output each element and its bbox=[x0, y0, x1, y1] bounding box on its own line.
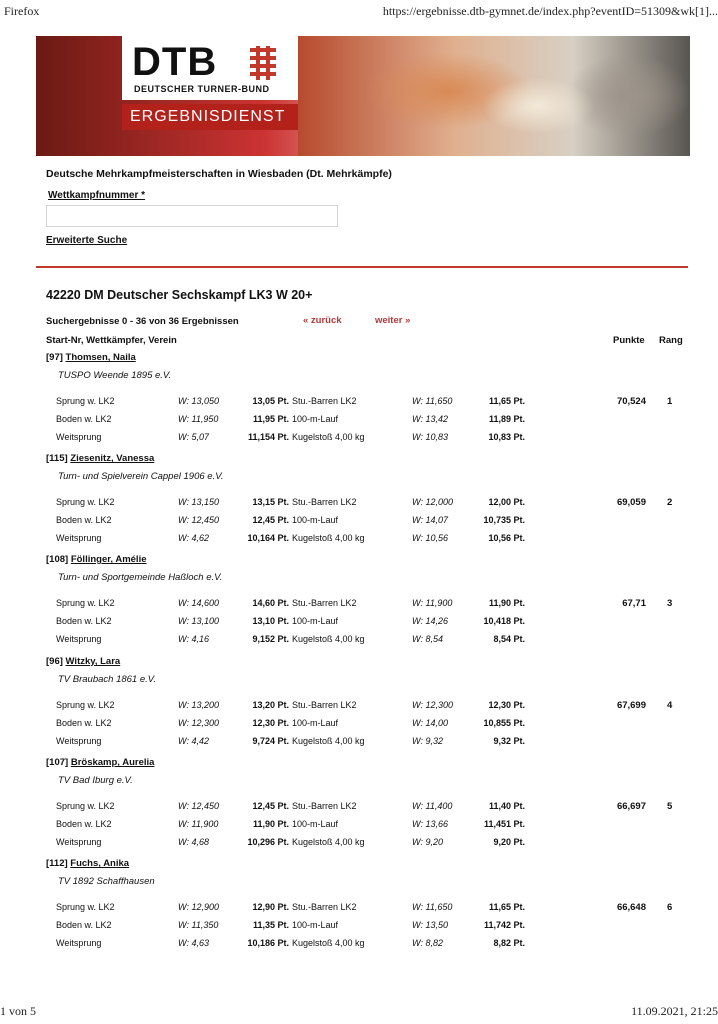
competition-title: 42220 DM Deutscher Sechskampf LK3 W 20+ bbox=[46, 288, 313, 302]
total-points: 67,71 bbox=[622, 598, 646, 609]
points-value: 11,90 Pt. bbox=[488, 598, 525, 608]
rank-value: 2 bbox=[667, 497, 673, 508]
discipline-label: Stu.-Barren LK2 bbox=[292, 598, 357, 608]
athlete-name-link[interactable]: Thomsen, Naila bbox=[65, 352, 136, 363]
discipline-label: Boden w. LK2 bbox=[56, 819, 112, 829]
back-link[interactable]: « zurück bbox=[303, 315, 342, 326]
points-value: 9,724 Pt. bbox=[252, 736, 289, 746]
score-row bbox=[0, 736, 718, 750]
discipline-label: Weitsprung bbox=[56, 837, 102, 847]
score-row bbox=[0, 414, 718, 428]
score-row bbox=[0, 432, 718, 446]
raw-value: W: 4,62 bbox=[178, 533, 210, 543]
raw-value: W: 4,68 bbox=[178, 837, 210, 847]
discipline-label: Sprung w. LK2 bbox=[56, 396, 115, 406]
points-value: 8,82 Pt. bbox=[493, 938, 525, 948]
raw-value: W: 11,900 bbox=[178, 819, 219, 829]
club-name: TV Braubach 1861 e.V. bbox=[58, 674, 157, 685]
score-row bbox=[0, 819, 718, 833]
total-points: 67,699 bbox=[616, 700, 646, 711]
discipline-label: 100-m-Lauf bbox=[292, 920, 339, 930]
score-row bbox=[0, 801, 718, 815]
discipline-label: 100-m-Lauf bbox=[292, 718, 339, 728]
points-value: 10,735 Pt. bbox=[483, 515, 525, 525]
discipline-label: Weitsprung bbox=[56, 634, 102, 644]
total-points: 69,059 bbox=[616, 497, 646, 508]
participant-column-header: Start-Nr, Wettkämpfer, Verein bbox=[46, 335, 177, 346]
points-value: 11,40 Pt. bbox=[488, 801, 525, 811]
club-name: TUSPO Weende 1895 e.V. bbox=[58, 370, 172, 381]
discipline-label: Sprung w. LK2 bbox=[56, 902, 115, 912]
competition-number-input[interactable] bbox=[46, 205, 338, 227]
discipline-label: Weitsprung bbox=[56, 533, 102, 543]
points-value: 10,418 Pt. bbox=[483, 616, 525, 626]
athlete-entry bbox=[0, 554, 718, 656]
points-value: 10,186 Pt. bbox=[247, 938, 289, 948]
total-points: 66,697 bbox=[616, 801, 646, 812]
athlete-name-link[interactable]: Bröskamp, Aurelia bbox=[70, 757, 155, 768]
discipline-label: Kugelstoß 4,00 kg bbox=[292, 736, 365, 746]
athlete-entry bbox=[0, 858, 718, 960]
points-value: 11,89 Pt. bbox=[488, 414, 525, 424]
raw-value: W: 12,450 bbox=[178, 801, 220, 811]
print-datetime: 11.09.2021, 21:25 bbox=[631, 1004, 718, 1018]
points-value: 13,15 Pt. bbox=[252, 497, 289, 507]
club-name: TV 1892 Schaffhausen bbox=[58, 876, 155, 887]
discipline-label: Sprung w. LK2 bbox=[56, 801, 115, 811]
points-value: 10,83 Pt. bbox=[488, 432, 525, 442]
raw-value: W: 12,900 bbox=[178, 902, 220, 912]
raw-value: W: 10,56 bbox=[412, 533, 449, 543]
points-value: 12,45 Pt. bbox=[252, 801, 289, 811]
start-number: [115] bbox=[46, 453, 68, 464]
total-points: 66,648 bbox=[616, 902, 646, 913]
rank-value: 1 bbox=[667, 396, 673, 407]
club-name: Turn- und Sportgemeinde Haßloch e.V. bbox=[58, 572, 223, 583]
discipline-label: Sprung w. LK2 bbox=[56, 598, 115, 608]
score-row bbox=[0, 598, 718, 612]
discipline-label: Kugelstoß 4,00 kg bbox=[292, 533, 365, 543]
raw-value: W: 11,350 bbox=[178, 920, 219, 930]
points-value: 11,742 Pt. bbox=[483, 920, 525, 930]
discipline-label: Boden w. LK2 bbox=[56, 414, 112, 424]
logo-subtitle: DEUTSCHER TURNER-BUND bbox=[134, 84, 270, 94]
total-points: 70,524 bbox=[616, 396, 646, 407]
club-name: Turn- und Spielverein Cappel 1906 e.V. bbox=[58, 471, 224, 482]
raw-value: W: 10,83 bbox=[412, 432, 449, 442]
discipline-label: Kugelstoß 4,00 kg bbox=[292, 432, 365, 442]
athlete-entry bbox=[0, 656, 718, 758]
score-row bbox=[0, 396, 718, 410]
raw-value: W: 13,050 bbox=[178, 396, 220, 406]
raw-value: W: 9,20 bbox=[412, 837, 444, 847]
next-link[interactable]: weiter » bbox=[375, 315, 411, 326]
score-row bbox=[0, 533, 718, 547]
raw-value: W: 12,000 bbox=[412, 497, 454, 507]
athlete-heading bbox=[46, 656, 120, 667]
discipline-label: 100-m-Lauf bbox=[292, 515, 339, 525]
athlete-heading bbox=[46, 757, 154, 768]
points-value: 9,152 Pt. bbox=[252, 634, 289, 644]
points-column-header: Punkte bbox=[613, 335, 645, 346]
raw-value: W: 14,00 bbox=[412, 718, 449, 728]
dtb-logo[interactable] bbox=[122, 36, 298, 100]
competition-number-label: Wettkampfnummer * bbox=[48, 190, 146, 201]
raw-value: W: 11,400 bbox=[412, 801, 453, 811]
points-value: 12,30 Pt. bbox=[252, 718, 289, 728]
discipline-label: Kugelstoß 4,00 kg bbox=[292, 938, 365, 948]
raw-value: W: 14,600 bbox=[178, 598, 220, 608]
points-value: 11,65 Pt. bbox=[488, 902, 525, 912]
score-row bbox=[0, 497, 718, 511]
raw-value: W: 11,650 bbox=[412, 396, 453, 406]
points-value: 11,154 Pt. bbox=[247, 432, 289, 442]
score-row bbox=[0, 634, 718, 648]
raw-value: W: 13,200 bbox=[178, 700, 220, 710]
discipline-label: Weitsprung bbox=[56, 736, 102, 746]
discipline-label: Kugelstoß 4,00 kg bbox=[292, 634, 365, 644]
raw-value: W: 13,150 bbox=[178, 497, 220, 507]
discipline-label: Boden w. LK2 bbox=[56, 616, 112, 626]
points-value: 9,32 Pt. bbox=[493, 736, 525, 746]
score-row bbox=[0, 920, 718, 934]
discipline-label: Kugelstoß 4,00 kg bbox=[292, 837, 365, 847]
raw-value: W: 5,07 bbox=[178, 432, 210, 442]
start-number: [97] bbox=[46, 352, 63, 363]
rank-value: 5 bbox=[667, 801, 673, 812]
start-number: [96] bbox=[46, 656, 63, 667]
athlete-heading bbox=[46, 453, 154, 464]
points-value: 11,95 Pt. bbox=[252, 414, 289, 424]
discipline-label: Boden w. LK2 bbox=[56, 718, 112, 728]
rank-column-header: Rang bbox=[659, 335, 683, 346]
raw-value: W: 12,300 bbox=[412, 700, 454, 710]
discipline-label: Sprung w. LK2 bbox=[56, 497, 115, 507]
raw-value: W: 13,66 bbox=[412, 819, 449, 829]
service-title: ERGEBNISDIENST bbox=[122, 104, 298, 130]
athlete-entry bbox=[0, 352, 718, 454]
score-row bbox=[0, 938, 718, 952]
athlete-entry bbox=[0, 453, 718, 555]
points-value: 10,296 Pt. bbox=[247, 837, 289, 847]
rank-value: 4 bbox=[667, 700, 673, 711]
dtb-emblem-icon bbox=[248, 46, 278, 80]
score-row bbox=[0, 718, 718, 732]
raw-value: W: 9,32 bbox=[412, 736, 444, 746]
discipline-label: Weitsprung bbox=[56, 938, 102, 948]
rank-value: 6 bbox=[667, 902, 673, 913]
gymnast-photo bbox=[298, 36, 690, 156]
score-row bbox=[0, 616, 718, 630]
discipline-label: 100-m-Lauf bbox=[292, 819, 339, 829]
discipline-label: Stu.-Barren LK2 bbox=[292, 497, 357, 507]
start-number: [108] bbox=[46, 554, 69, 565]
discipline-label: 100-m-Lauf bbox=[292, 414, 339, 424]
event-title: Deutsche Mehrkampfmeisterschaften in Wiesbaden (Dt. Mehrkämpfe) bbox=[46, 168, 392, 180]
points-value: 12,00 Pt. bbox=[488, 497, 525, 507]
raw-value: W: 12,300 bbox=[178, 718, 220, 728]
club-name: TV Bad Iburg e.V. bbox=[58, 775, 133, 786]
raw-value: W: 11,950 bbox=[178, 414, 219, 424]
points-value: 11,65 Pt. bbox=[488, 396, 525, 406]
points-value: 11,35 Pt. bbox=[252, 920, 289, 930]
points-value: 11,451 Pt. bbox=[483, 819, 525, 829]
points-value: 13,05 Pt. bbox=[252, 396, 289, 406]
print-footer bbox=[0, 1004, 718, 1020]
page-url: https://ergebnisse.dtb-gymnet.de/index.php?eventID=51309&wk[1]... bbox=[382, 4, 718, 18]
points-value: 12,90 Pt. bbox=[252, 902, 289, 912]
raw-value: W: 13,42 bbox=[412, 414, 449, 424]
athlete-name-link[interactable]: Witzky, Lara bbox=[65, 656, 121, 667]
discipline-label: Boden w. LK2 bbox=[56, 920, 112, 930]
raw-value: W: 8,82 bbox=[412, 938, 444, 948]
points-value: 11,90 Pt. bbox=[252, 819, 289, 829]
points-value: 9,20 Pt. bbox=[493, 837, 525, 847]
rank-value: 3 bbox=[667, 598, 673, 609]
score-row bbox=[0, 700, 718, 714]
athlete-entry bbox=[0, 757, 718, 859]
print-header bbox=[0, 4, 718, 20]
discipline-label: 100-m-Lauf bbox=[292, 616, 339, 626]
athlete-heading bbox=[46, 554, 147, 565]
score-row bbox=[0, 837, 718, 851]
discipline-label: Stu.-Barren LK2 bbox=[292, 396, 357, 406]
header-banner bbox=[36, 36, 690, 156]
score-row bbox=[0, 902, 718, 916]
raw-value: W: 12,450 bbox=[178, 515, 220, 525]
start-number: [112] bbox=[46, 858, 68, 869]
browser-name: Firefox bbox=[4, 4, 40, 18]
start-number: [107] bbox=[46, 757, 69, 768]
raw-value: W: 11,900 bbox=[412, 598, 453, 608]
result-summary: Suchergebnisse 0 - 36 von 36 Ergebnissen bbox=[46, 316, 239, 327]
advanced-search-link[interactable]: Erweiterte Suche bbox=[46, 235, 128, 246]
points-value: 10,855 Pt. bbox=[483, 718, 525, 728]
page-counter: 1 von 5 bbox=[0, 1004, 36, 1018]
athlete-name-link[interactable]: Fuchs, Anika bbox=[70, 858, 130, 869]
discipline-label: Boden w. LK2 bbox=[56, 515, 112, 525]
logo-text: DTB bbox=[132, 40, 218, 84]
raw-value: W: 4,42 bbox=[178, 736, 210, 746]
points-value: 10,56 Pt. bbox=[488, 533, 525, 543]
discipline-label: Stu.-Barren LK2 bbox=[292, 801, 357, 811]
athlete-heading bbox=[46, 858, 129, 869]
raw-value: W: 14,26 bbox=[412, 616, 449, 626]
raw-value: W: 14,07 bbox=[412, 515, 449, 525]
raw-value: W: 13,50 bbox=[412, 920, 449, 930]
points-value: 12,45 Pt. bbox=[252, 515, 289, 525]
raw-value: W: 4,16 bbox=[178, 634, 210, 644]
raw-value: W: 13,100 bbox=[178, 616, 220, 626]
points-value: 14,60 Pt. bbox=[252, 598, 289, 608]
athlete-name-link[interactable]: Ziesenitz, Vanessa bbox=[70, 453, 155, 464]
points-value: 8,54 Pt. bbox=[493, 634, 525, 644]
divider bbox=[36, 266, 688, 268]
points-value: 12,30 Pt. bbox=[488, 700, 525, 710]
athlete-name-link[interactable]: Föllinger, Amélie bbox=[70, 554, 147, 565]
raw-value: W: 11,650 bbox=[412, 902, 453, 912]
points-value: 10,164 Pt. bbox=[247, 533, 289, 543]
discipline-label: Stu.-Barren LK2 bbox=[292, 700, 357, 710]
athlete-heading bbox=[46, 352, 136, 363]
discipline-label: Stu.-Barren LK2 bbox=[292, 902, 357, 912]
points-value: 13,20 Pt. bbox=[252, 700, 289, 710]
discipline-label: Weitsprung bbox=[56, 432, 102, 442]
raw-value: W: 8,54 bbox=[412, 634, 444, 644]
discipline-label: Sprung w. LK2 bbox=[56, 700, 115, 710]
raw-value: W: 4,63 bbox=[178, 938, 210, 948]
score-row bbox=[0, 515, 718, 529]
points-value: 13,10 Pt. bbox=[252, 616, 289, 626]
